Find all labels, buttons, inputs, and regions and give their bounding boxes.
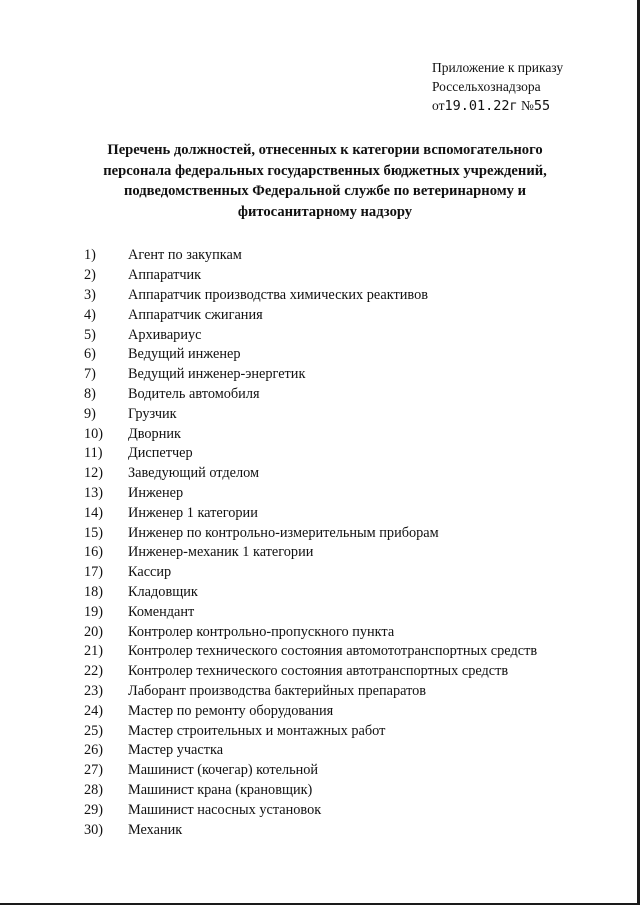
list-item-number: 10)	[84, 425, 104, 442]
list-item	[84, 781, 594, 801]
list-item	[84, 761, 594, 781]
list-item-text: Контролер технического состояния автотранспортных средств	[128, 663, 509, 680]
list-item-number: 18)	[84, 583, 104, 600]
list-item	[84, 523, 594, 543]
appendix-header	[432, 58, 622, 116]
appendix-line-1: Приложение к приказу	[432, 60, 564, 75]
order-number-sign: №	[521, 98, 534, 113]
list-item-text: Кассир	[128, 564, 172, 581]
list-item-number: 4)	[84, 306, 96, 323]
list-item-number: 23)	[84, 682, 104, 699]
list-item	[84, 741, 594, 761]
list-item-number: 28)	[84, 781, 104, 798]
list-item-text: Инженер 1 категории	[128, 504, 258, 521]
list-item-number: 14)	[84, 504, 104, 521]
list-item	[84, 800, 594, 820]
list-item-text: Инженер-механик 1 категории	[128, 544, 314, 561]
list-item-text: Машинист крана (крановщик)	[128, 781, 313, 798]
list-item-number: 27)	[84, 762, 104, 779]
list-item	[84, 404, 594, 424]
list-item-number: 11)	[84, 445, 103, 462]
list-item-text: Механик	[128, 821, 183, 838]
document-title	[90, 140, 560, 222]
list-item	[84, 266, 594, 286]
list-item-number: 22)	[84, 663, 104, 680]
list-item	[84, 385, 594, 405]
title-line-2: персонала федеральных государственных бюджетных учреждений,	[103, 162, 547, 179]
list-item-number: 15)	[84, 524, 104, 541]
list-item-text: Лаборант производства бактерийных препаратов	[128, 682, 427, 699]
list-item-number: 1)	[84, 247, 96, 264]
list-item-number: 17)	[84, 564, 104, 581]
title-line-3: подведомственных Федеральной службе по ветеринарному и	[123, 183, 527, 199]
list-item	[84, 286, 594, 306]
list-item	[84, 682, 594, 702]
list-item-text: Контролер технического состояния автомототранспортных средств	[128, 643, 538, 660]
appendix-line-2: Россельхознадзора	[432, 79, 541, 94]
order-reference	[432, 96, 622, 116]
list-item-number: 8)	[84, 385, 96, 402]
list-item-text: Машинист насосных установок	[128, 801, 322, 818]
list-item-text: Мастер участка	[128, 742, 224, 759]
list-item	[84, 583, 594, 603]
list-item-text: Диспетчер	[128, 445, 193, 462]
list-item-number: 21)	[84, 643, 104, 660]
list-item	[84, 345, 594, 365]
list-item-text: Инженер	[128, 484, 184, 501]
list-item-number: 26)	[84, 742, 104, 759]
list-item	[84, 444, 594, 464]
list-item-text: Заведующий отделом	[128, 465, 260, 482]
list-item-text: Аппаратчик сжигания	[128, 306, 263, 323]
list-item-number: 29)	[84, 801, 104, 818]
list-item-text: Аппаратчик	[128, 267, 202, 284]
list-item-text: Контролер контрольно-пропускного пункта	[128, 623, 395, 640]
list-item-number: 2)	[84, 267, 96, 284]
list-item-number: 5)	[84, 326, 96, 343]
list-item-number: 6)	[84, 346, 96, 363]
title-line-1: Перечень должностей, отнесенных к категории вспомогательного	[107, 142, 543, 158]
list-item-number: 24)	[84, 702, 104, 719]
list-item	[84, 365, 594, 385]
list-item	[84, 662, 594, 682]
list-item-number: 9)	[84, 405, 96, 422]
list-item-number: 30)	[84, 821, 104, 838]
list-item	[84, 820, 594, 840]
order-date: 19.01.22г	[444, 98, 518, 114]
list-item	[84, 246, 594, 266]
list-item-text: Ведущий инженер	[128, 346, 241, 363]
list-item	[84, 325, 594, 345]
list-item-text: Инженер по контрольно-измерительным приборам	[128, 524, 439, 541]
list-item	[84, 602, 594, 622]
title-line-4: фитосанитарному надзору	[237, 203, 413, 220]
list-item-text: Архивариус	[128, 326, 202, 343]
list-item-text: Грузчик	[128, 405, 177, 422]
list-item	[84, 424, 594, 444]
list-item	[84, 622, 594, 642]
list-item	[84, 503, 594, 523]
list-item-text: Машинист (кочегар) котельной	[128, 762, 319, 779]
list-item-number: 20)	[84, 623, 104, 640]
list-item	[84, 642, 594, 662]
list-item	[84, 563, 594, 583]
list-item-text: Мастер строительных и монтажных работ	[128, 722, 386, 739]
list-item-text: Водитель автомобиля	[128, 385, 260, 402]
list-item-text: Агент по закупкам	[128, 247, 242, 264]
list-item-number: 13)	[84, 484, 104, 501]
list-item	[84, 721, 594, 741]
list-item-number: 7)	[84, 366, 96, 383]
order-number: 55	[533, 98, 551, 114]
list-item-number: 19)	[84, 603, 104, 620]
list-item-text: Комендант	[128, 603, 195, 620]
list-item	[84, 464, 594, 484]
list-item	[84, 305, 594, 325]
list-item-text: Кладовщик	[128, 583, 198, 600]
order-prefix: от	[432, 98, 445, 113]
list-item	[84, 701, 594, 721]
list-item-text: Аппаратчик производства химических реактивов	[128, 286, 428, 303]
list-item-text: Ведущий инженер-энергетик	[128, 366, 306, 383]
list-item-text: Дворник	[128, 425, 181, 442]
positions-list	[84, 246, 594, 840]
list-item-number: 12)	[84, 465, 104, 482]
list-item-number: 25)	[84, 722, 104, 739]
list-item-text: Мастер по ремонту оборудования	[128, 702, 334, 719]
list-item-number: 3)	[84, 286, 96, 303]
list-item	[84, 543, 594, 563]
list-item-number: 16)	[84, 544, 104, 561]
list-item	[84, 484, 594, 504]
